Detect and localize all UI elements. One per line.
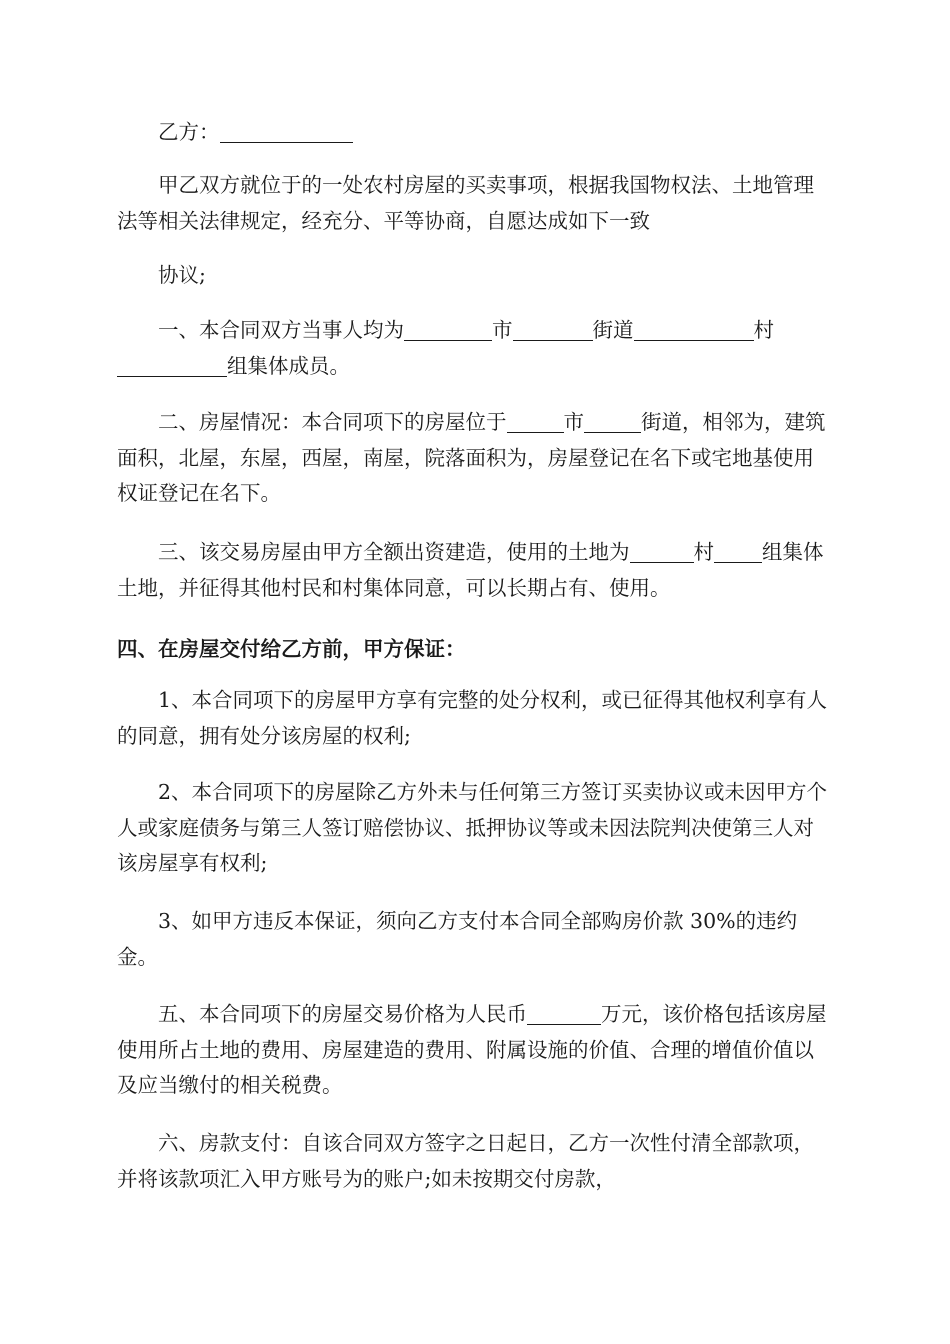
price-blank[interactable] — [527, 1002, 601, 1025]
clause-1-text-e: 组集体成员。 — [227, 353, 350, 378]
group-blank[interactable] — [117, 354, 227, 377]
clause-6: 六、房款支付：自该合同双方签字之日起日，乙方一次性付清全部款项，并将该款项汇入甲方账号为的账户;如未按期交付房款， — [117, 1131, 814, 1191]
clause-5 — [117, 997, 833, 1104]
clause-5-text-a: 五、本合同项下的房屋交易价格为人民币 — [158, 1002, 527, 1026]
house-street-blank[interactable] — [584, 410, 641, 433]
village-blank[interactable] — [634, 318, 754, 341]
clause-2 — [117, 405, 833, 512]
clause-4-item-1: 1、本合同项下的房屋甲方享有完整的处分权利，或已征得其他权利享有人的同意，拥有处分该房屋的权利; — [117, 688, 828, 748]
clause-1-text-a: 一、本合同双方当事人均为 — [158, 318, 404, 342]
street-blank[interactable] — [513, 318, 593, 341]
clause-5-text-b: 万元，该价格包括该房屋使用所占土地的费用、房屋建造的费用、附属设施的价值、合理的增值价值以及应当缴付的相关税费。 — [117, 1002, 827, 1097]
intro-paragraph: 甲乙双方就位于的一处农村房屋的买卖事项，根据我国物权法、土地管理法等相关法律规定，经充分、平等协商，自愿达成如下一致 — [117, 173, 814, 233]
clause-3 — [117, 535, 833, 606]
clause-1-text-b: 市 — [492, 318, 513, 342]
clause-4-item-2: 2、本合同项下的房屋除乙方外未与任何第三方签订买卖协议或未因甲方个人或家庭债务与第三人签订赔偿协议、抵押协议等或未因法院判决使第三人对该房屋享有权利; — [117, 780, 828, 875]
party-b-line — [117, 115, 833, 151]
clause-1-text-d: 村 — [753, 318, 774, 342]
clause-1-text-c: 街道 — [592, 318, 634, 342]
clause-4-item-3: 3、如甲方违反本保证，须向乙方支付本合同全部购房价款 30%的违约金。 — [117, 909, 798, 969]
clause-1 — [117, 313, 833, 384]
city-blank[interactable] — [404, 318, 492, 341]
party-b-blank[interactable] — [220, 120, 353, 143]
clause-2-text-a: 二、房屋情况：本合同项下的房屋位于 — [158, 410, 507, 434]
clause-3-text-a: 三、该交易房屋由甲方全额出资建造，使用的土地为 — [158, 540, 630, 564]
clause-3-text-c: 组集体土地，并征得其他村民和村集体同意，可以长期占有、使用。 — [117, 540, 824, 600]
clause-3-text-b: 村 — [693, 540, 714, 564]
clause-2-text-c: 街道，相邻为，建筑面积，北屋，东屋，西屋，南屋，院落面积为，房屋登记在名下或宅地基使用权证登记在名下。 — [117, 410, 826, 505]
clause-4-heading: 四、在房屋交付给乙方前，甲方保证： — [117, 637, 466, 661]
land-group-blank[interactable] — [714, 540, 762, 563]
intro-continuation: 协议; — [158, 263, 206, 287]
house-city-blank[interactable] — [507, 410, 564, 433]
land-village-blank[interactable] — [630, 540, 694, 563]
clause-2-text-b: 市 — [563, 410, 584, 434]
party-b-label: 乙方： — [158, 120, 220, 144]
